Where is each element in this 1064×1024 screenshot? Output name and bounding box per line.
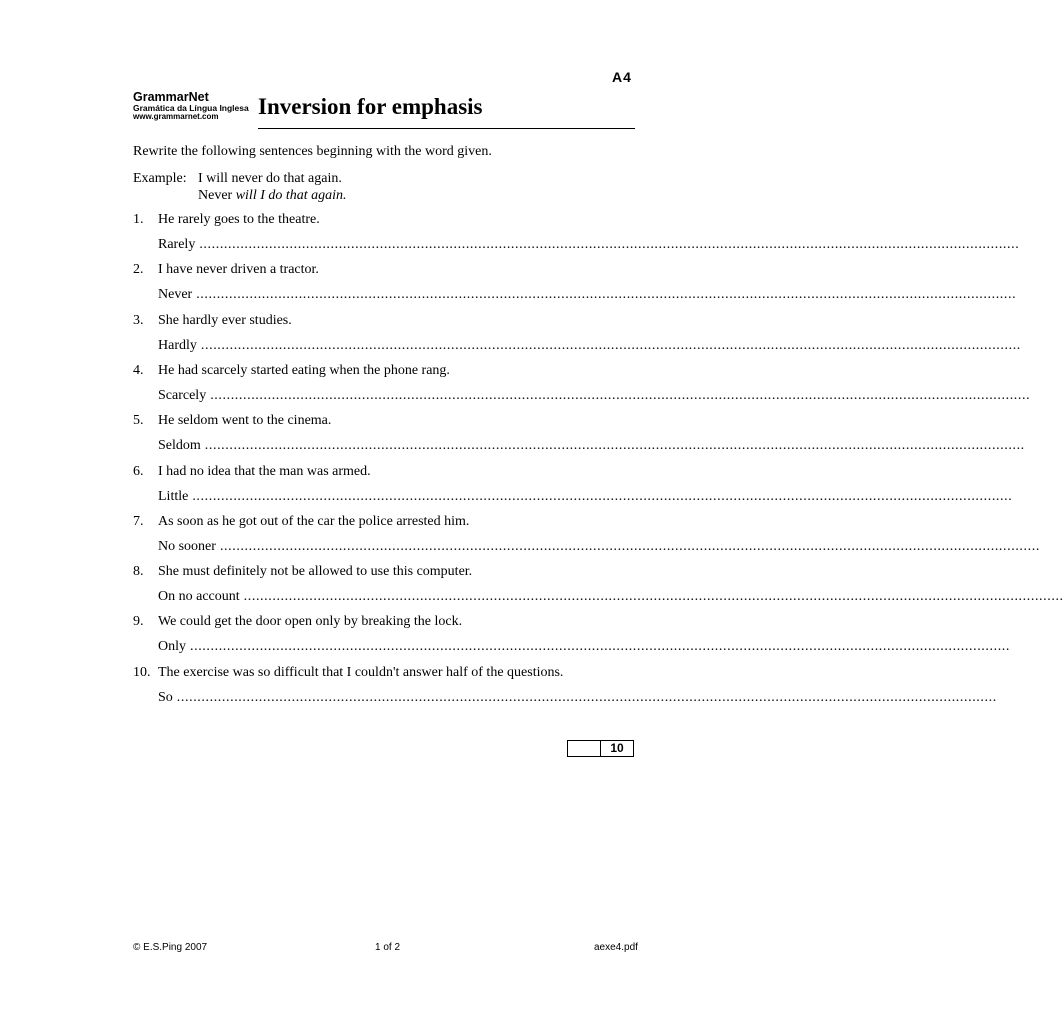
question-line	[133, 311, 292, 331]
answer-line[interactable]	[158, 235, 1020, 255]
answer-line[interactable]	[158, 637, 1010, 657]
answer-start-word: Little	[158, 488, 189, 504]
level-tag: A4	[612, 69, 632, 85]
example-line	[133, 170, 347, 187]
answer-start-word: Never	[158, 287, 193, 303]
answer-start-word: Scarcely	[158, 387, 207, 403]
question-line	[133, 663, 563, 683]
footer-page-number: 1 of 2	[375, 942, 401, 953]
answer-start-word: Only	[158, 639, 186, 655]
question-number: 6.	[133, 463, 144, 479]
footer-copyright: © E.S.Ping 2007	[133, 942, 208, 953]
question-text: We could get the door open only by breaking the lock.	[158, 614, 463, 630]
answer-start-word: Hardly	[158, 337, 197, 353]
question-line	[133, 462, 371, 482]
question-text: He rarely goes to the theatre.	[158, 212, 320, 227]
answer-line[interactable]	[158, 688, 997, 708]
question-text: She hardly ever studies.	[158, 312, 292, 328]
question-text: The exercise was so difficult that I couldn't answer half of the questions.	[158, 664, 564, 680]
brand-name: GrammarNet	[133, 90, 209, 104]
question-line	[133, 512, 469, 532]
answer-line[interactable]	[158, 285, 1017, 305]
answer-blank[interactable]: ........................................................................................................................................................................................................	[199, 237, 1020, 252]
answer-line[interactable]	[158, 336, 1021, 356]
answer-line[interactable]	[158, 537, 1040, 557]
question-line	[133, 260, 319, 280]
example-answer-line	[133, 187, 347, 204]
answer-start-word: On no account	[158, 589, 240, 605]
footer-filename: aexe4.pdf	[594, 942, 638, 953]
example-answer-start: Never	[198, 188, 233, 203]
question-text: I have never driven a tractor.	[158, 262, 319, 278]
question-line	[133, 612, 462, 632]
answer-blank[interactable]: ........................................................................................................................................................................................................	[190, 639, 1010, 655]
answer-line[interactable]	[158, 487, 1013, 507]
example-sentence: I will never do that again.	[198, 171, 342, 186]
answer-start-word: So	[158, 689, 173, 705]
score-box	[567, 740, 634, 757]
answer-blank[interactable]: ........................................................................................................................................................................................................	[219, 538, 1040, 554]
answer-line[interactable]	[158, 386, 1031, 406]
answer-start-word: Seldom	[158, 438, 201, 454]
brand-subtitle: Gramática da Língua Inglesa	[133, 103, 249, 114]
answer-blank[interactable]: ........................................................................................................................................................................................................	[196, 287, 1017, 303]
example-answer-rest: will I do that again.	[235, 188, 347, 203]
answer-line[interactable]	[158, 587, 1064, 607]
answer-blank[interactable]: ........................................................................................................................................................................................................	[176, 689, 997, 705]
question-number: 7.	[133, 513, 144, 529]
question-number: 8.	[133, 564, 144, 580]
question-text: I had no idea that the man was armed.	[158, 463, 371, 479]
answer-blank[interactable]: ........................................................................................................................................................................................................	[200, 337, 1021, 353]
question-number: 2.	[133, 262, 144, 278]
question-line	[133, 411, 331, 431]
question-text: He seldom went to the cinema.	[158, 413, 332, 429]
question-line	[133, 361, 450, 381]
question-number: 1.	[133, 212, 144, 227]
brand-block	[133, 91, 249, 121]
example-label: Example:	[133, 171, 187, 186]
answer-blank[interactable]: ........................................................................................................................................................................................................	[204, 438, 1025, 454]
title-rule	[258, 128, 635, 129]
score-field[interactable]	[568, 741, 601, 756]
answer-blank[interactable]: ........................................................................................................................................................................................................	[210, 387, 1031, 403]
answer-line[interactable]	[158, 436, 1025, 456]
question-line	[133, 562, 472, 582]
score-total: 10	[610, 741, 624, 755]
answer-blank[interactable]: ........................................................................................................................................................................................................	[192, 488, 1013, 504]
question-number: 4.	[133, 362, 144, 378]
question-line	[133, 210, 320, 230]
page-title: Inversion for emphasis	[258, 94, 483, 119]
question-number: 9.	[133, 614, 144, 630]
answer-start-word: No sooner	[158, 538, 216, 554]
question-text: He had scarcely started eating when the phone rang.	[158, 362, 450, 378]
answer-blank[interactable]: ........................................................................................................................................................................................................	[243, 589, 1064, 605]
example-block	[133, 170, 347, 204]
question-text: She must definitely not be allowed to use this computer.	[158, 564, 473, 580]
answer-start-word: Rarely	[158, 237, 196, 252]
instruction-text: Rewrite the following sentences beginning with the word given.	[133, 144, 492, 159]
question-number: 5.	[133, 413, 144, 429]
question-text: As soon as he got out of the car the police arrested him.	[158, 513, 470, 529]
question-number: 10.	[133, 664, 151, 680]
question-number: 3.	[133, 312, 144, 328]
brand-url: www.grammarnet.com	[133, 112, 219, 122]
